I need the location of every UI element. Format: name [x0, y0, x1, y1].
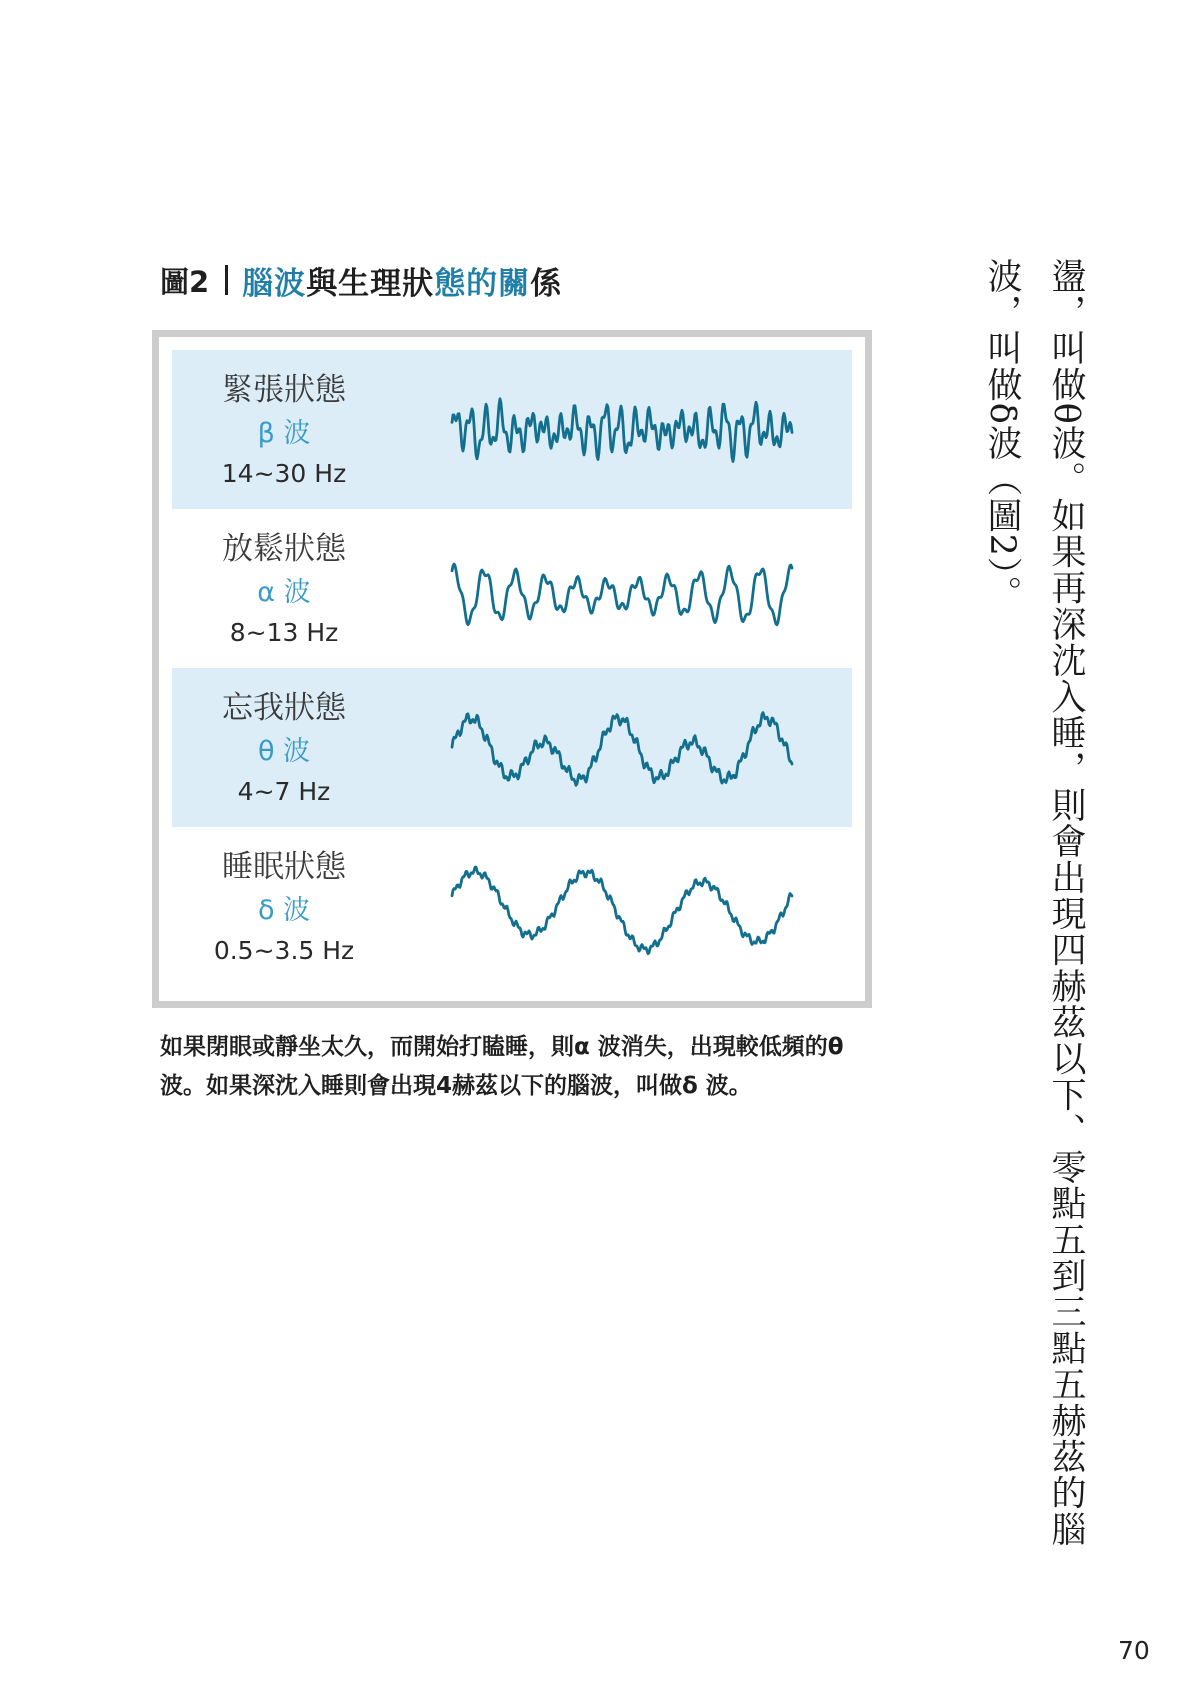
- figure-title-part: 係: [530, 265, 563, 302]
- brainwave-row-theta: [172, 668, 852, 827]
- alpha-wave-trace: [452, 564, 792, 625]
- heading-separator: [225, 265, 228, 295]
- figure-label: 圖2: [160, 264, 210, 299]
- frequency-range: 14~30 Hz: [221, 459, 347, 488]
- brainwave-row-beta: [172, 350, 852, 509]
- wave-name: β 波: [257, 418, 311, 449]
- state-label: 睡眠狀態: [222, 849, 346, 885]
- page-number: 70: [1118, 1636, 1150, 1665]
- body-text-column: 波，叫做δ波（圖2）。: [982, 258, 1022, 613]
- delta-waveform: [452, 851, 812, 963]
- figure-title-part: 與生理狀: [306, 265, 435, 302]
- figure-heading: [160, 256, 562, 304]
- brainwave-row-delta: [172, 827, 852, 986]
- state-label: 忘我狀態: [222, 690, 346, 726]
- frequency-range: 8~13 Hz: [229, 618, 339, 647]
- alpha-waveform: [452, 533, 812, 645]
- frequency-range: 4~7 Hz: [237, 777, 331, 806]
- caption-line: 如果閉眼或靜坐太久，而開始打瞌睡，則α 波消失，出現較低頻的θ: [160, 1034, 844, 1060]
- figure-title-part: 腦波: [242, 265, 307, 302]
- brainwave-row-alpha: [172, 509, 852, 668]
- wave-name: α 波: [257, 577, 311, 608]
- frequency-range: 0.5~3.5 Hz: [213, 936, 355, 965]
- beta-waveform: [452, 374, 812, 486]
- state-label: 緊張狀態: [222, 372, 346, 408]
- brainwave-figure: [152, 330, 872, 1008]
- caption-line: 波。如果深沈入睡則會出現4赫茲以下的腦波，叫做δ 波。: [160, 1073, 752, 1099]
- figure-caption: [160, 1028, 870, 1106]
- wave-name: δ 波: [257, 895, 311, 926]
- figure-title: [242, 258, 562, 303]
- wave-name: θ 波: [257, 736, 311, 767]
- theta-wave-trace: [452, 713, 792, 786]
- delta-wave-trace: [452, 867, 792, 954]
- figure-title-part: 態的關: [434, 265, 531, 302]
- body-text-column: 盪，叫做θ波。如果再深沈入睡，則會出現四赫茲以下、零點五到三點五赫茲的腦: [1046, 258, 1086, 1548]
- beta-wave-trace: [452, 399, 792, 462]
- state-label: 放鬆狀態: [222, 531, 346, 567]
- theta-waveform: [452, 692, 812, 804]
